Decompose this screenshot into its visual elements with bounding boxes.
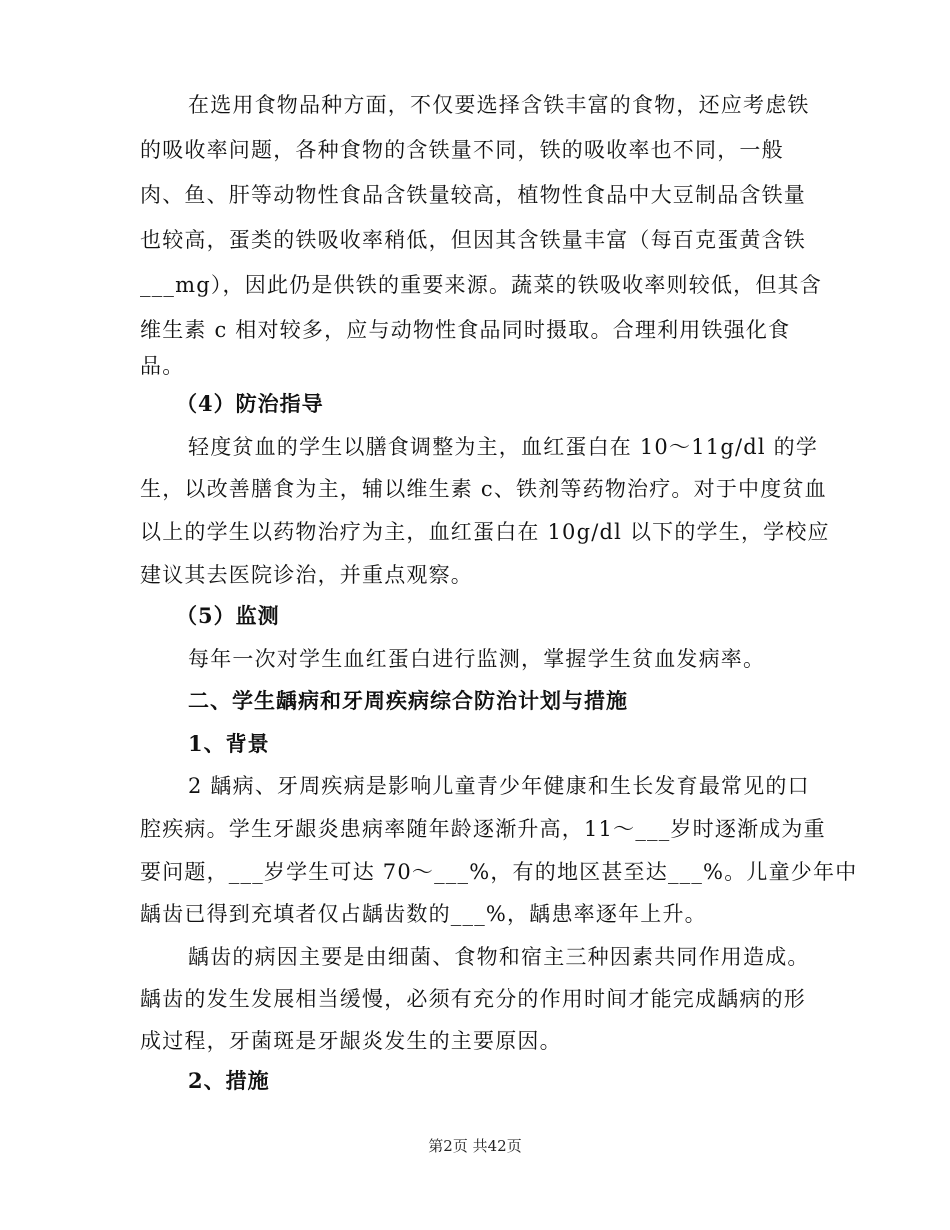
paragraph-line: 2 龋病、牙周疾病是影响儿童青少年健康和生长发育最常见的口: [188, 774, 810, 798]
paragraph-line: 以上的学生以药物治疗为主，血红蛋白在 10g/dl 以下的学生，学校应: [140, 520, 830, 544]
section-heading: 二、学生龋病和牙周疾病综合防治计划与措施: [188, 688, 628, 713]
paragraph-line: 成过程，牙菌斑是牙龈炎发生的主要原因。: [140, 1029, 562, 1053]
paragraph-line: 龋齿已得到充填者仅占龋齿数的___%，龋患率逐年上升。: [140, 902, 707, 926]
paragraph-line: 的吸收率问题，各种食物的含铁量不同，铁的吸收率也不同，一般: [140, 138, 784, 162]
paragraph-line: 也较高，蛋类的铁吸收率稍低，但因其含铁量丰富（每百克蛋黄含铁: [140, 228, 806, 252]
paragraph-line: 每年一次对学生血红蛋白进行监测，掌握学生贫血发病率。: [188, 647, 766, 671]
paragraph-line: 维生素 c 相对较多，应与动物性食品同时摄取。合理利用铁强化食: [140, 318, 791, 342]
paragraph-line: 龋齿的病因主要是由细菌、食物和宿主三种因素共同作用造成。: [188, 945, 810, 969]
paragraph-line: 品。: [140, 354, 185, 378]
paragraph-line: 生，以改善膳食为主，辅以维生素 c、铁剂等药物治疗。对于中度贫血: [140, 477, 827, 501]
background-heading: 1、背景: [188, 731, 270, 756]
measures-heading: 2、措施: [188, 1068, 270, 1093]
paragraph-line: ___mg），因此仍是供铁的重要来源。蔬菜的铁吸收率则较低，但其含: [140, 273, 822, 297]
paragraph-line: 腔疾病。学生牙龈炎患病率随年龄逐渐升高，11～___岁时逐渐成为重: [140, 817, 826, 841]
paragraph-line: 肉、鱼、肝等动物性食品含铁量较高，植物性食品中大豆制品含铁量: [140, 183, 806, 207]
paragraph-line: 龋齿的发生发展相当缓慢，必须有充分的作用时间才能完成龋病的形: [140, 987, 806, 1011]
page-number: 第2页 共42页: [428, 1137, 522, 1155]
paragraph-line: 要问题，___岁学生可达 70～___%，有的地区甚至达___%。儿童少年中: [140, 860, 858, 884]
paragraph-line: 轻度贫血的学生以膳食调整为主，血红蛋白在 10～11g/dl 的学: [188, 435, 819, 459]
paragraph-line: 在选用食物品种方面，不仅要选择含铁丰富的食物，还应考虑铁: [188, 93, 810, 117]
subsection-heading-4: （4）防治指导: [176, 391, 324, 416]
subsection-heading-5: （5）监测: [176, 603, 280, 628]
paragraph-line: 建议其去医院诊治，并重点观察。: [140, 563, 473, 587]
